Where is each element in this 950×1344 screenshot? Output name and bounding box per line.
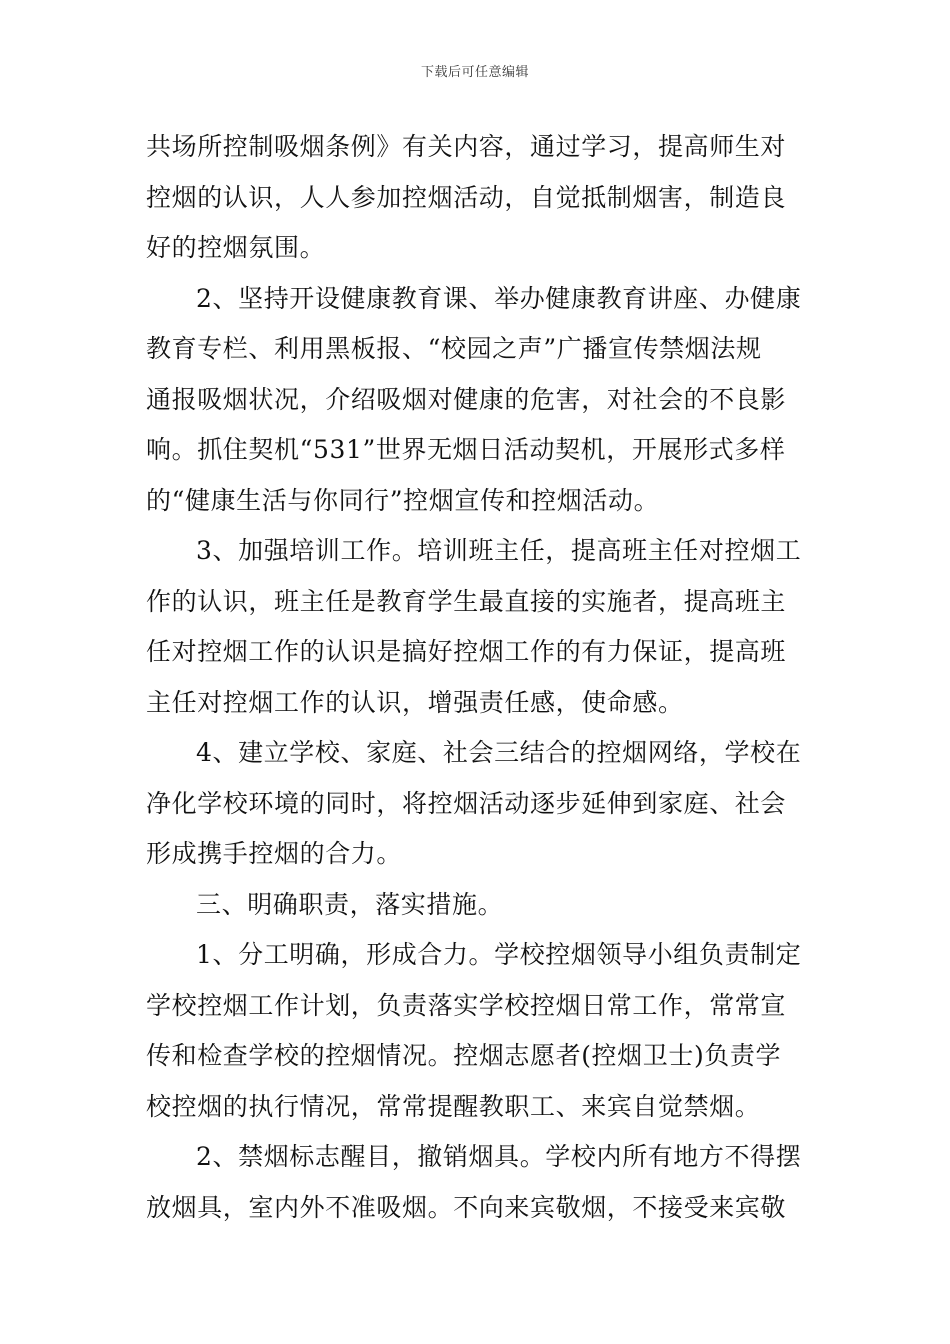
text-line: 放烟具，室内外不准吸烟。不向来宾敬烟，不接受来宾敬 xyxy=(146,1192,787,1222)
text-line: 任对控烟工作的认识是搞好控烟工作的有力保证，提高班 xyxy=(146,637,787,666)
page-header-note: 下载后可任意编辑 xyxy=(420,65,529,80)
body-text xyxy=(146,122,810,1233)
text-line: 控烟的认识，人人参加控烟活动，自觉抵制烟害，制造良 xyxy=(146,182,787,212)
text-line: 共场所控制吸烟条例》有关内容，通过学习，提高师生对 xyxy=(146,132,787,161)
text-line: 通报吸烟状况，介绍吸烟对健康的危害，对社会的不良影 xyxy=(146,384,787,414)
text-line: 教育专栏、利用黑板报、“校园之声”广播宣传禁烟法规 xyxy=(146,334,762,363)
text-line: 主任对控烟工作的认识，增强责任感，使命感。 xyxy=(146,687,684,717)
paragraph-start-line: 1、分工明确，形成合力。学校控烟领导小组负责制定 xyxy=(196,940,802,969)
section-heading-line: 三、明确职责，落实措施。 xyxy=(196,889,504,919)
text-line: 好的控烟氛围。 xyxy=(146,233,326,262)
text-line: 校控烟的执行情况，常常提醒教职工、来宾自觉禁烟。 xyxy=(146,1091,761,1121)
text-line: 学校控烟工作计划，负责落实学校控烟日常工作，常常宣 xyxy=(146,990,787,1020)
text-line: 的“健康生活与你同行”控烟宣传和控烟活动。 xyxy=(146,485,660,515)
paragraph-start-line: 3、加强培训工作。培训班主任，提高班主任对控烟工 xyxy=(196,536,802,565)
text-line: 形成携手控烟的合力。 xyxy=(146,839,403,868)
text-line: 传和检查学校的控烟情况。控烟志愿者(控烟卫士)负责学 xyxy=(146,1041,782,1070)
text-line: 响。抓住契机“531”世界无烟日活动契机，开展形式多样 xyxy=(146,435,786,464)
paragraph-start-line: 2、坚持开设健康教育课、举办健康教育讲座、办健康 xyxy=(196,283,802,313)
paragraph-start-line: 4、建立学校、家庭、社会三结合的控烟网络，学校在 xyxy=(196,738,802,767)
paragraph-start-line: 2、禁烟标志醒目，撤销烟具。学校内所有地方不得摆 xyxy=(196,1142,802,1171)
text-line: 作的认识，班主任是教育学生最直接的实施者，提高班主 xyxy=(146,586,787,616)
text-line: 净化学校环境的同时，将控烟活动逐步延伸到家庭、社会 xyxy=(146,788,787,818)
